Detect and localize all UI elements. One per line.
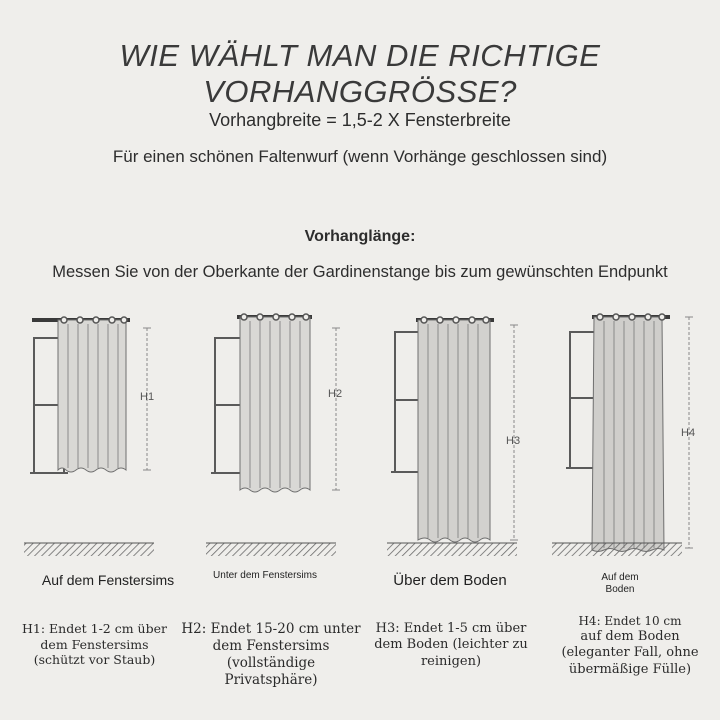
caption-h1: Auf dem Fenstersims — [41, 572, 175, 588]
measure-line-h2 — [332, 328, 340, 490]
height-label-h2: H2 — [328, 388, 343, 400]
width-formula: Vorhangbreite = 1,5-2 X Fensterbreite — [209, 110, 511, 130]
height-label-h3: H3 — [506, 435, 521, 447]
floor — [552, 543, 682, 556]
height-label-h1: H1 — [140, 391, 155, 403]
length-heading: Vorhanglänge: — [304, 228, 416, 245]
length-instruction: Messen Sie von der Oberkante der Gardinenstange bis zum gewünschten Endpunkt — [52, 263, 668, 281]
panel-h3-diagram — [387, 317, 520, 556]
width-note: Für einen schönen Faltenwurf (wenn Vorhänge geschlossen sind) — [112, 147, 608, 166]
page-title: WIE WÄHLT MAN DIE RICHTIGE VORHANGGRÖSSE? — [119, 38, 601, 109]
panel-h2-diagram — [206, 314, 342, 556]
curtain — [592, 317, 664, 552]
description-h1: H1: Endet 1-2 cm über dem Fenstersims (schützt vor Staub) — [22, 621, 167, 668]
description-h2: H2: Endet 15-20 cm unter dem Fenstersims (vollständige Privatsphäre) — [181, 621, 361, 688]
caption-h2: Unter dem Fenstersims — [213, 570, 317, 581]
curtain-diagrams — [0, 300, 720, 570]
caption-h3: Über dem Boden — [393, 572, 507, 589]
floor — [387, 543, 517, 556]
measure-line-h3 — [510, 325, 518, 540]
floor — [206, 543, 336, 556]
description-h3: H3: Endet 1-5 cm über dem Boden (leichter zu reinigen) — [374, 621, 528, 669]
height-label-h4: H4 — [681, 427, 696, 439]
description-h4: H4: Endet 10 cm auf dem Boden (eleganter Fall, ohne übermäßige Fülle) — [561, 614, 699, 677]
panel-h1-diagram — [24, 317, 154, 556]
curtain — [418, 320, 490, 542]
panel-h4-diagram — [552, 314, 695, 556]
window-frame — [570, 332, 596, 468]
floor — [24, 543, 154, 556]
window-frame — [395, 332, 419, 472]
caption-h4: Auf dem Boden — [601, 572, 639, 595]
